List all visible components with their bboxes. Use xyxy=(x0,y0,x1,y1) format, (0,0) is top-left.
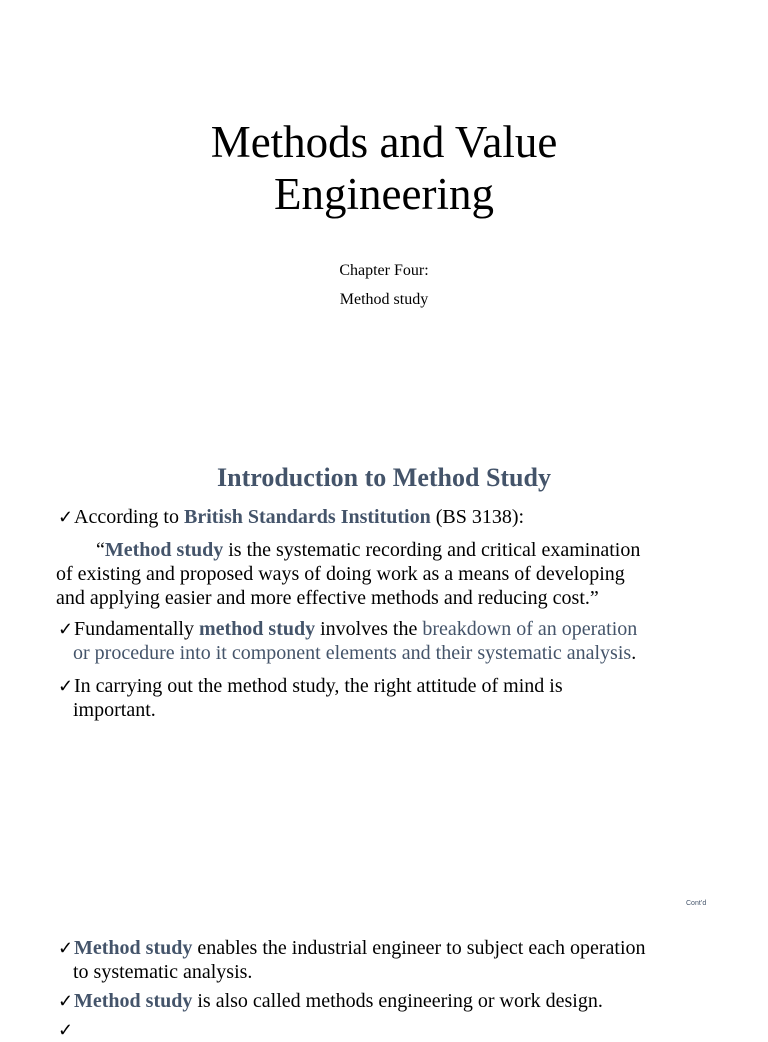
bullet-text: Fundamentally xyxy=(74,618,199,640)
definition-quote xyxy=(58,538,738,610)
chapter-title: Method study xyxy=(339,291,429,308)
checkmark-icon: ✓ xyxy=(58,938,74,958)
checkmark-icon: ✓ xyxy=(58,1020,74,1040)
highlight-text: Method study xyxy=(104,539,224,561)
intro-slide xyxy=(0,432,768,918)
bullet-text: important. xyxy=(73,699,156,721)
highlight-text: Method study xyxy=(74,990,193,1012)
highlight-text: British Standards Institution xyxy=(183,506,431,528)
chapter-label: Chapter Four: xyxy=(339,262,429,279)
bullet-fundamentally xyxy=(58,617,738,665)
bullet-text: (BS 3138): xyxy=(430,506,525,528)
bullet-cutoff xyxy=(58,1018,738,1042)
title-slide xyxy=(0,0,768,432)
quote-open: “ xyxy=(96,539,105,561)
checkmark-icon: ✓ xyxy=(58,507,74,527)
quote-text: of existing and proposed ways of doing work as a means of developing xyxy=(56,563,625,585)
checkmark-icon: ✓ xyxy=(58,676,74,696)
checkmark-icon: ✓ xyxy=(58,991,74,1011)
title-line-2: Engineering xyxy=(274,169,494,219)
bullet-text: . xyxy=(631,642,637,664)
bullet-text: According to xyxy=(74,506,184,528)
highlight-text: breakdown of an operation xyxy=(422,618,638,640)
bullet-text: involves the xyxy=(315,618,423,640)
quote-text: is the systematic recording and critical examination xyxy=(223,539,641,561)
slide-heading: Introduction to Method Study xyxy=(217,463,551,492)
document-title xyxy=(0,116,768,220)
bullet-text: is also called methods engineering or work design. xyxy=(192,990,603,1012)
checkmark-icon: ✓ xyxy=(58,619,74,639)
title-line-1: Methods and Value xyxy=(210,117,558,167)
quote-text: and applying easier and more effective methods and reducing cost.” xyxy=(56,587,599,609)
highlight-text: method study xyxy=(198,618,316,640)
bullet-also-called xyxy=(58,989,738,1013)
bullet-attitude xyxy=(58,674,738,722)
contd-slide xyxy=(0,918,768,1040)
bullet-text: enables the industrial engineer to subject each operation xyxy=(192,937,646,959)
bullet-bsi xyxy=(58,505,738,529)
highlight-text: Method study xyxy=(74,937,193,959)
contd-label: Cont’d xyxy=(686,900,707,907)
bullet-text: to systematic analysis. xyxy=(73,961,253,983)
highlight-text: or procedure into it component elements and their systematic analysis xyxy=(73,642,632,664)
bullet-text: In carrying out the method study, the right attitude of mind is xyxy=(74,675,563,697)
bullet-enables xyxy=(58,936,738,984)
